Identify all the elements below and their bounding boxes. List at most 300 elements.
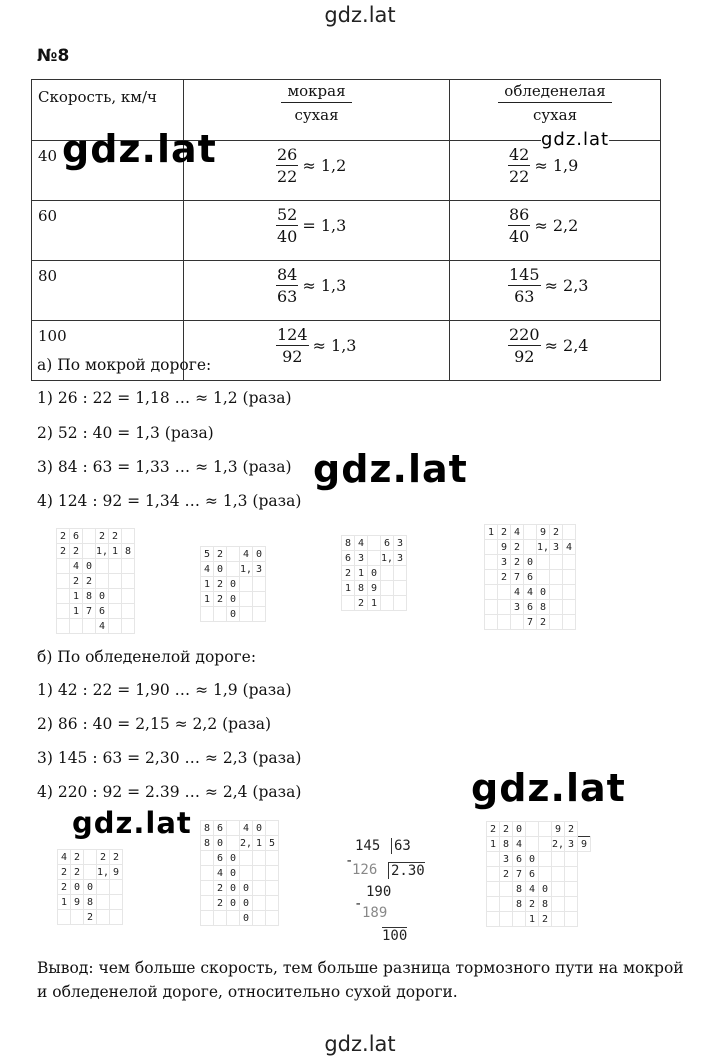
division-digit: 2 [57, 544, 70, 559]
division-row [487, 852, 591, 867]
division-digit [563, 585, 576, 600]
division-digit: 3 [550, 540, 563, 555]
division-digit [96, 574, 109, 589]
division-digit: 0 [537, 585, 550, 600]
watermark: gdz.lat [62, 127, 217, 171]
division-digit: 2 [71, 865, 84, 880]
division-digit: 1, [97, 866, 110, 878]
division-digit: 3 [500, 852, 513, 867]
division-digit: 7 [524, 615, 537, 630]
division-digit: 0 [368, 566, 381, 581]
division-digit: 2, [240, 837, 253, 849]
division-digit [253, 881, 266, 896]
long-division-86-40 [200, 820, 279, 926]
division-digit: 3 [565, 837, 578, 852]
speed-cell: 100 [32, 321, 184, 381]
division-digit: 9 [498, 540, 511, 555]
division-row [201, 577, 266, 592]
ratio-value: ≈ 2,4 [544, 336, 589, 355]
division-digit [511, 615, 524, 630]
division-digit: 6 [381, 536, 394, 551]
division-row [58, 880, 123, 895]
division-digit: 0 [513, 822, 526, 837]
division-row [58, 865, 123, 880]
wet-ratio-cell [184, 141, 450, 201]
division-digit [552, 897, 565, 912]
division-digit: 2 [84, 910, 97, 925]
hand-remainder-1: 190 [366, 884, 392, 900]
site-footer: gdz.lat [324, 1032, 396, 1056]
division-digit: 2 [96, 529, 109, 544]
division-digit: 0 [214, 562, 227, 577]
division-digit: 0 [84, 880, 97, 895]
division-digit: 6 [524, 600, 537, 615]
division-digit: 2 [342, 566, 355, 581]
ratio-value: ≈ 1,9 [534, 156, 579, 175]
division-digit: 0 [227, 896, 240, 911]
fraction-denominator: 63 [514, 287, 535, 306]
division-row [487, 882, 591, 897]
division-digit [253, 607, 266, 622]
division-digit: 1 [58, 895, 71, 910]
division-row [342, 596, 407, 611]
division-digit: 2 [550, 525, 563, 540]
division-digit [253, 577, 266, 592]
header-wet-numerator: мокрая [281, 80, 351, 103]
division-row [201, 592, 266, 607]
division-digit: 0 [227, 607, 240, 622]
division-digit: 3 [253, 562, 266, 577]
fraction-denominator: 92 [514, 347, 535, 366]
division-digit [214, 911, 227, 926]
division-digit [97, 895, 110, 910]
ratio-value: = 1,3 [302, 216, 347, 235]
division-digit: 2 [58, 880, 71, 895]
division-digit [565, 912, 578, 927]
division-digit [227, 821, 240, 836]
division-digit: 2 [500, 822, 513, 837]
division-digit [253, 851, 266, 866]
division-digit: 2 [110, 850, 123, 865]
division-digit [83, 529, 96, 544]
header-wet-denominator: сухая [294, 106, 339, 124]
division-digit: 1 [485, 525, 498, 540]
division-digit: 9 [552, 822, 565, 837]
division-digit: 3 [394, 551, 407, 566]
division-digit [487, 867, 500, 882]
division-digit: 2 [539, 912, 552, 927]
ratio-value: ≈ 1,2 [302, 156, 347, 175]
division-digit [487, 852, 500, 867]
division-digit: 2 [83, 574, 96, 589]
division-digit [109, 604, 122, 619]
division-digit [485, 585, 498, 600]
part-a-line: 1) 26 : 22 = 1,18 … ≈ 1,2 (раза) [37, 389, 292, 407]
fraction-numerator: 84 [277, 265, 298, 284]
ratio-value: ≈ 2,2 [534, 216, 579, 235]
hand-quotient: 2.30 [388, 862, 425, 879]
division-digit [485, 555, 498, 570]
division-row [58, 895, 123, 910]
division-digit [487, 882, 500, 897]
division-digit [266, 896, 279, 911]
long-division-52-40 [200, 546, 266, 622]
division-row [485, 525, 576, 540]
division-digit: 2 [498, 525, 511, 540]
division-digit [539, 837, 552, 852]
division-digit: 6 [526, 867, 539, 882]
division-digit [524, 525, 537, 540]
watermark: gdz.lat [541, 129, 610, 150]
division-digit: 0 [227, 881, 240, 896]
division-digit [84, 850, 97, 865]
watermark: gdz.lat [471, 766, 626, 810]
division-digit [550, 615, 563, 630]
division-row [487, 912, 591, 927]
division-digit [201, 896, 214, 911]
division-digit [227, 836, 240, 851]
header-ice-denominator: сухая [532, 106, 578, 124]
division-digit: 0 [240, 896, 253, 911]
division-digit: 1 [487, 837, 500, 852]
speed-ratio-table [31, 79, 661, 381]
division-digit [563, 525, 576, 540]
division-digit: 9 [110, 865, 123, 880]
ratio-value: ≈ 2,3 [544, 276, 589, 295]
division-row [201, 607, 266, 622]
division-row [485, 615, 576, 630]
division-digit: 0 [240, 881, 253, 896]
table-row [32, 261, 661, 321]
watermark: gdz.lat [72, 806, 192, 840]
division-digit: 8 [537, 600, 550, 615]
division-digit: 4 [201, 562, 214, 577]
ice-ratio-cell [450, 201, 661, 261]
division-digit [57, 574, 70, 589]
division-digit: 1 [368, 596, 381, 611]
division-digit: 2 [214, 881, 227, 896]
division-digit [84, 865, 97, 880]
division-digit: 1, [381, 552, 394, 564]
part-a-line: 2) 52 : 40 = 1,3 (раза) [37, 424, 214, 442]
fraction-numerator: 220 [509, 325, 540, 344]
division-digit [500, 897, 513, 912]
part-a-line: 4) 124 : 92 = 1,34 … ≈ 1,3 (раза) [37, 492, 302, 510]
division-digit [83, 619, 96, 634]
hand-dividend: 145 [355, 838, 381, 854]
division-digit: 1, [537, 541, 550, 553]
hand-remainder-2: 100 [382, 928, 408, 944]
division-row [57, 619, 135, 634]
division-digit [240, 577, 253, 592]
speed-cell: 60 [32, 201, 184, 261]
division-row [58, 910, 123, 925]
long-division-220-92 [486, 821, 591, 927]
division-digit [240, 607, 253, 622]
division-digit [500, 882, 513, 897]
division-digit [539, 867, 552, 882]
division-row [57, 604, 135, 619]
division-row [57, 574, 135, 589]
division-digit [550, 555, 563, 570]
division-digit: 4 [513, 837, 526, 852]
division-row [201, 911, 279, 926]
division-digit [214, 607, 227, 622]
division-row [342, 551, 407, 566]
ratio-value: ≈ 1,3 [302, 276, 347, 295]
division-digit: 6 [513, 852, 526, 867]
division-digit [513, 912, 526, 927]
division-row [201, 836, 279, 851]
site-header: gdz.lat [324, 3, 396, 27]
division-digit: 6 [342, 551, 355, 566]
minus-sign: - [345, 853, 354, 869]
division-digit: 8 [539, 897, 552, 912]
division-digit [394, 596, 407, 611]
division-digit: 9 [537, 525, 550, 540]
division-digit [266, 866, 279, 881]
division-digit: 2 [214, 896, 227, 911]
fraction-denominator: 22 [277, 167, 298, 186]
division-row [201, 881, 279, 896]
division-digit [253, 866, 266, 881]
division-digit: 0 [71, 880, 84, 895]
division-digit [227, 562, 240, 577]
division-digit [109, 589, 122, 604]
division-digit: 2 [487, 822, 500, 837]
division-digit: 0 [227, 851, 240, 866]
division-digit [122, 559, 135, 574]
division-digit [563, 615, 576, 630]
division-row [342, 566, 407, 581]
division-digit: 5 [266, 836, 279, 851]
division-digit [552, 852, 565, 867]
division-digit: 4 [96, 619, 109, 634]
division-digit [71, 910, 84, 925]
division-digit [381, 581, 394, 596]
division-digit [57, 604, 70, 619]
division-digit [266, 821, 279, 836]
fraction-denominator: 63 [277, 287, 298, 306]
division-digit [266, 851, 279, 866]
division-row [57, 529, 135, 544]
ice-ratio-cell [450, 261, 661, 321]
division-row [342, 536, 407, 551]
division-digit [563, 600, 576, 615]
division-row [487, 837, 591, 852]
division-row [342, 581, 407, 596]
division-row [485, 585, 576, 600]
division-digit [381, 596, 394, 611]
division-digit: 6 [214, 851, 227, 866]
division-digit [539, 822, 552, 837]
division-digit: 2 [71, 850, 84, 865]
division-digit [110, 895, 123, 910]
division-digit [500, 912, 513, 927]
division-digit: 1 [201, 577, 214, 592]
division-digit [201, 607, 214, 622]
division-row [485, 600, 576, 615]
division-row [201, 562, 266, 577]
division-digit [550, 600, 563, 615]
hand-subtrahend-2: 189 [362, 905, 388, 921]
division-digit: 2 [511, 540, 524, 555]
division-digit [342, 596, 355, 611]
speed-cell: 40 [32, 141, 184, 201]
division-digit: 2 [500, 867, 513, 882]
division-row [487, 822, 591, 837]
fraction-denominator: 22 [509, 167, 530, 186]
task-number: №8 [37, 46, 70, 66]
division-digit [227, 911, 240, 926]
division-digit: 4 [214, 866, 227, 881]
division-digit: 8 [201, 836, 214, 851]
division-digit: 4 [240, 821, 253, 836]
division-digit: 0 [524, 555, 537, 570]
division-digit: 0 [83, 559, 96, 574]
division-digit: 4 [511, 585, 524, 600]
division-digit: 1, [96, 545, 109, 557]
division-digit [109, 619, 122, 634]
division-digit [526, 822, 539, 837]
table-row [32, 201, 661, 261]
division-digit: 0 [526, 852, 539, 867]
conclusion-text: Вывод: чем больше скорость, тем больше разница тормозного пути на мокрой и обледенелой дороге, относительно сухой дороги. [37, 959, 684, 1001]
division-digit [122, 529, 135, 544]
division-digit: 7 [513, 867, 526, 882]
division-digit [498, 615, 511, 630]
division-digit: 3 [394, 536, 407, 551]
division-row [201, 547, 266, 562]
division-digit: 6 [524, 570, 537, 585]
division-digit: 5 [201, 547, 214, 562]
division-digit [524, 540, 537, 555]
division-digit: 1 [355, 566, 368, 581]
header-speed: Скорость, км/ч [32, 80, 184, 141]
minus-sign: - [354, 896, 363, 912]
division-digit: 8 [84, 895, 97, 910]
division-digit [240, 592, 253, 607]
division-digit: 7 [511, 570, 524, 585]
division-digit: 2 [537, 615, 550, 630]
division-digit: 0 [253, 821, 266, 836]
division-digit [266, 911, 279, 926]
division-digit [253, 896, 266, 911]
division-digit [498, 585, 511, 600]
division-digit: 4 [511, 525, 524, 540]
division-digit [485, 615, 498, 630]
division-digit: 1 [70, 589, 83, 604]
division-digit: 9 [368, 581, 381, 596]
fraction-numerator: 86 [509, 205, 530, 224]
division-digit [109, 574, 122, 589]
division-row [201, 851, 279, 866]
division-digit: 2 [498, 570, 511, 585]
division-digit [240, 866, 253, 881]
division-digit [97, 910, 110, 925]
division-digit [485, 540, 498, 555]
wet-ratio-cell [184, 321, 450, 381]
division-row [485, 570, 576, 585]
division-digit [122, 604, 135, 619]
division-digit [539, 852, 552, 867]
division-digit: 0 [227, 592, 240, 607]
division-digit [227, 547, 240, 562]
division-digit: 0 [240, 911, 253, 926]
division-digit: 2, [552, 838, 565, 850]
long-division-42-22 [57, 849, 123, 925]
division-digit: 8 [83, 589, 96, 604]
division-row [201, 896, 279, 911]
division-digit [537, 570, 550, 585]
division-digit [498, 600, 511, 615]
division-digit: 8 [342, 536, 355, 551]
division-row [485, 540, 576, 555]
division-digit [58, 910, 71, 925]
division-digit: 0 [214, 836, 227, 851]
division-digit [57, 619, 70, 634]
division-digit [253, 592, 266, 607]
division-digit: 4 [355, 536, 368, 551]
division-digit [487, 897, 500, 912]
division-digit: 8 [513, 882, 526, 897]
division-row [487, 867, 591, 882]
fraction-numerator: 42 [509, 145, 530, 164]
fraction-numerator: 124 [277, 325, 308, 344]
division-digit: 1 [253, 836, 266, 851]
division-digit [487, 912, 500, 927]
division-digit: 8 [513, 897, 526, 912]
division-digit: 1 [109, 544, 122, 559]
division-digit: 2 [214, 592, 227, 607]
division-digit [57, 559, 70, 574]
division-digit: 0 [96, 589, 109, 604]
division-digit [381, 566, 394, 581]
division-digit [368, 551, 381, 566]
watermark: gdz.lat [313, 447, 468, 491]
division-digit [394, 581, 407, 596]
long-division-124-92 [484, 524, 576, 630]
fraction-denominator: 40 [509, 227, 530, 246]
division-digit: 2 [214, 547, 227, 562]
division-digit [201, 881, 214, 896]
division-digit: 2 [70, 544, 83, 559]
division-row [201, 821, 279, 836]
division-digit [266, 881, 279, 896]
division-digit: 6 [70, 529, 83, 544]
wet-ratio-cell [184, 201, 450, 261]
division-digit [122, 574, 135, 589]
part-b-line: 2) 86 : 40 = 2,15 ≈ 2,2 (раза) [37, 715, 272, 733]
division-digit [57, 589, 70, 604]
division-row [57, 544, 135, 559]
division-digit: 2 [70, 574, 83, 589]
division-digit [201, 851, 214, 866]
division-digit [96, 559, 109, 574]
division-row [485, 555, 576, 570]
division-digit: 2 [526, 897, 539, 912]
division-digit: 8 [355, 581, 368, 596]
fraction-denominator: 40 [277, 227, 298, 246]
division-digit [563, 555, 576, 570]
division-digit: 2 [57, 529, 70, 544]
division-digit: 2 [109, 529, 122, 544]
division-digit [394, 566, 407, 581]
division-digit: 8 [122, 544, 135, 559]
part-b-title: б) По обледенелой дороге: [37, 648, 257, 666]
division-digit: 4 [70, 559, 83, 574]
division-digit: 3 [498, 555, 511, 570]
